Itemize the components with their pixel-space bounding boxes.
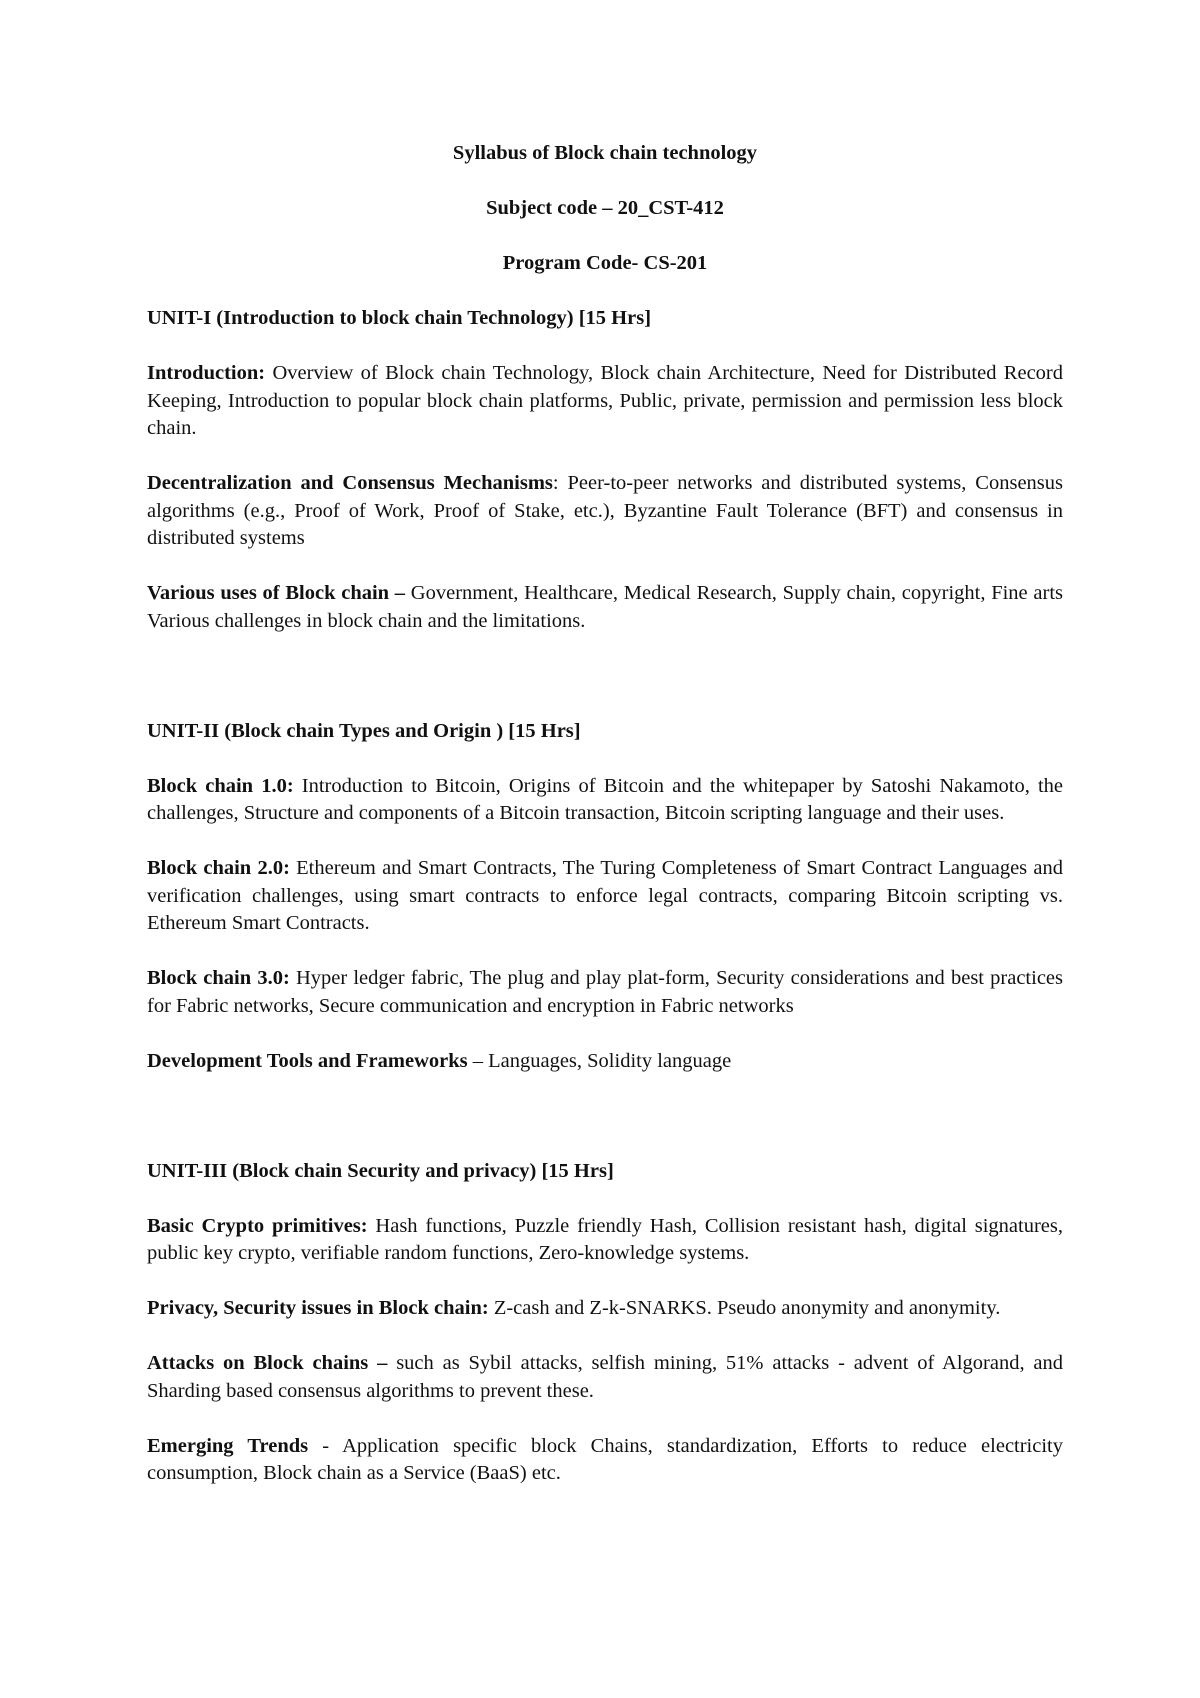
topic-label: Block chain 2.0:	[147, 857, 290, 879]
topic-label: Various uses of Block chain –	[147, 582, 406, 604]
topic-text: such as Sybil attacks, selfish mining, 51% attacks - advent of Algorand, and Sharding based consensus algorithms to prevent these.	[147, 1352, 1064, 1402]
unit-2-section	[147, 718, 1063, 1076]
topic-label: Block chain 3.0:	[147, 967, 290, 989]
topic-label: Block chain 1.0:	[147, 774, 294, 797]
topic-paragraph	[147, 965, 1063, 1020]
topic-text: - Application specific block Chains, standardization, Efforts to reduce electricity consumption, Block chain as a Service (BaaS) etc.	[147, 1434, 1063, 1484]
topic-paragraph	[147, 360, 1063, 443]
topic-text: Overview of Block chain Technology, Block chain Architecture, Need for Distributed Record Keeping, Introduction to popular block chain platforms, Public, private, permission and permission less block chain.	[147, 362, 1063, 439]
topic-text: Introduction to Bitcoin, Origins of Bitcoin and the whitepaper by Satoshi Nakamoto, the challenges, Structure and components of a Bitcoin transaction, Bitcoin scripting language and their uses.	[147, 774, 1063, 824]
topic-label: Emerging Trends	[147, 1434, 309, 1457]
topic-paragraph	[147, 773, 1063, 828]
topic-paragraph	[147, 1350, 1063, 1405]
unit-spacer	[147, 1103, 1063, 1158]
topic-text: Z-cash and Z-k-SNARKS. Pseudo anonymity and anonymity.	[488, 1297, 1001, 1319]
topic-label: Basic Crypto primitives:	[147, 1214, 368, 1237]
topic-paragraph	[147, 1295, 1063, 1323]
topic-text: – Languages, Solidity language	[467, 1049, 732, 1072]
unit-2-heading: UNIT-II (Block chain Types and Origin ) [15 Hrs]	[147, 719, 581, 742]
syllabus-document	[147, 140, 1063, 1515]
subject-code: Subject code – 20_CST-412	[486, 197, 724, 219]
topic-paragraph	[147, 855, 1063, 938]
document-title: Syllabus of Block chain technology	[452, 142, 758, 164]
topic-label: Attacks on Block chains –	[147, 1352, 388, 1374]
topic-text: Ethereum and Smart Contracts, The Turing Completeness of Smart Contract Languages and verification challenges, using smart contracts to enforce legal contracts, comparing Bitcoin scripting vs. Ethereum Smart Contracts.	[147, 857, 1063, 934]
unit-1-heading: UNIT-I (Introduction to block chain Technology) [15 Hrs]	[147, 307, 652, 329]
topic-paragraph	[147, 580, 1063, 635]
program-code: Program Code- CS-201	[502, 252, 708, 274]
topic-label: Development Tools and Frameworks	[147, 1049, 468, 1072]
topic-text: Hash functions, Puzzle friendly Hash, Collision resistant hash, digital signatures, public key crypto, verifiable random functions, Zero-knowledge systems.	[147, 1214, 1063, 1264]
topic-label: Introduction:	[147, 362, 266, 384]
unit-1-section	[147, 305, 1063, 635]
unit-3-heading: UNIT-III (Block chain Security and privacy) [15 Hrs]	[147, 1159, 614, 1182]
topic-paragraph	[147, 1213, 1063, 1268]
topic-paragraph	[147, 1433, 1063, 1488]
topic-text: Hyper ledger fabric, The plug and play plat-form, Security considerations and best practices for Fabric networks, Secure communication and encryption in Fabric networks	[147, 967, 1064, 1017]
topic-label: Decentralization and Consensus Mechanisms	[147, 472, 553, 494]
topic-paragraph	[147, 470, 1063, 553]
unit-3-section	[147, 1158, 1063, 1488]
topic-text: Government, Healthcare, Medical Research, Supply chain, copyright, Fine arts Various challenges in block chain and the limitations.	[147, 582, 1063, 632]
unit-spacer	[147, 663, 1063, 718]
topic-label: Privacy, Security issues in Block chain:	[147, 1297, 489, 1319]
topic-paragraph	[147, 1048, 1063, 1076]
topic-text: : Peer-to-peer networks and distributed systems, Consensus algorithms (e.g., Proof of Work, Proof of Stake, etc.), Byzantine Fault Tolerance (BFT) and consensus in distributed systems	[147, 472, 1063, 549]
